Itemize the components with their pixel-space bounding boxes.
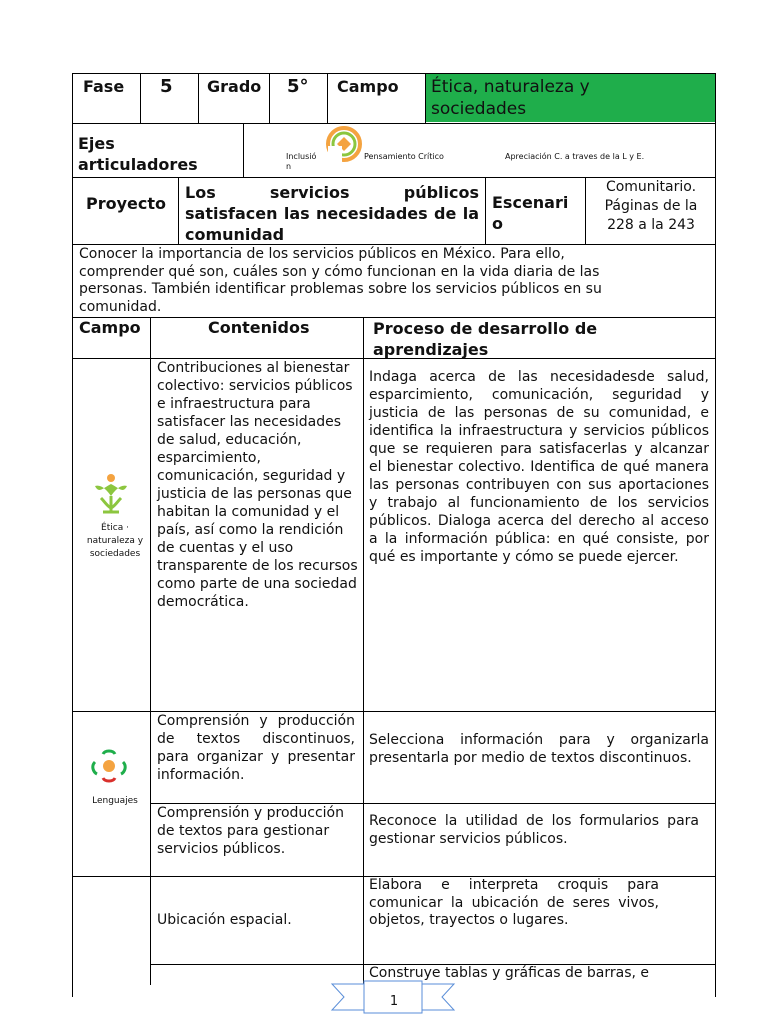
proceso-etica: Indaga acerca de las necesidadesde salud, esparcimiento, comunicación, seguridad y justicia de las personas de su comunidad, e identifica la infraestructura y servicios públicos que se requieren para satisfacerlas y alcanzar el bienestar colectivo. Identifica de qué manera las personas contribuyen con sus aportaciones y trabajo al funcionamiento de los servicios públicos. Dialoga acerca del derecho al acceso a la información pública: en qué consiste, por qué es importante y cómo se puede ejercer. — [369, 369, 709, 565]
contenido-lenguajes-1: Comprensión y producción de textos discontinuos, para organizar y presentar información. — [157, 713, 355, 783]
col-header-campo: Campo — [79, 318, 141, 337]
pensamiento-critico-icon — [324, 124, 364, 164]
contenido-lenguajes-2: Comprensión y producción de textos para gestionar servicios públicos. — [157, 805, 344, 857]
proceso-graficas: Construye tablas y gráficas de barras, e — [369, 965, 650, 981]
ejes-label: Ejes articuladores — [78, 134, 198, 174]
proceso-lenguajes-1: Selecciona información para y organizarla presentarla por medio de textos discontinuos. — [369, 732, 709, 766]
campo-etica-label: Ética · naturaleza y sociedades — [86, 523, 144, 559]
col-header-contenidos: Contenidos — [208, 318, 310, 337]
proceso-lenguajes-2: Reconoce la utilidad de los formularios para gestionar servicios públicos. — [369, 813, 699, 847]
contenido-ubicacion: Ubicación espacial. — [157, 912, 292, 928]
col-header-proceso: Proceso de desarrollo de aprendizajes — [373, 319, 598, 359]
contenido-etica: Contribuciones al bienestar colectivo: servicios públicos e infraestructura para satisfacer las necesidades de salud, educación, esparcimiento, comunicación, seguridad y justicia de las personas que habitan la comunidad y el país, así como la rendición de cuentas y el uso transparente de los recursos como parte de una sociedad democrática. — [157, 360, 358, 610]
escenario-value: Comunitario. Páginas de la 228 a la 243 — [604, 179, 698, 233]
proceso-ubicacion: Elabora e interpreta croquis para comunicar la ubicación de seres vivos, objetos, trayectos o lugares. — [369, 877, 659, 928]
eje-pensamiento-critico: Pensamiento Crítico — [364, 152, 444, 161]
grado-label: Grado — [207, 77, 262, 96]
proyecto-label: Proyecto — [86, 194, 167, 213]
campo-value: Ética, naturaleza y sociedades — [431, 77, 590, 119]
proyecto-title: Los servicios públicos satisfacen las necesidades de la comunidad — [185, 183, 479, 244]
etica-logo-icon — [91, 472, 131, 518]
eje-inclusion: Inclusió n — [286, 152, 317, 171]
fase-label: Fase — [83, 77, 125, 96]
campo-lenguajes-label: Lenguajes — [92, 796, 138, 806]
campo-label: Campo — [337, 77, 399, 96]
grado-value: 5° — [287, 76, 309, 97]
escenario-label: Escenari o — [492, 193, 569, 233]
eje-apreciacion: Apreciación C. a traves de la L y E. — [505, 152, 645, 161]
fase-value: 5 — [160, 76, 173, 97]
page-number: 1 — [389, 994, 399, 1009]
lenguajes-logo-icon — [89, 746, 129, 786]
objetivo-text: Conocer la importancia de los servicios públicos en México. Para ello, comprender qué son, cuáles son y cómo funcionan en la vida diaria de las personas. También identificar problemas sobre los servicios públicos en su comunidad. — [79, 246, 602, 315]
